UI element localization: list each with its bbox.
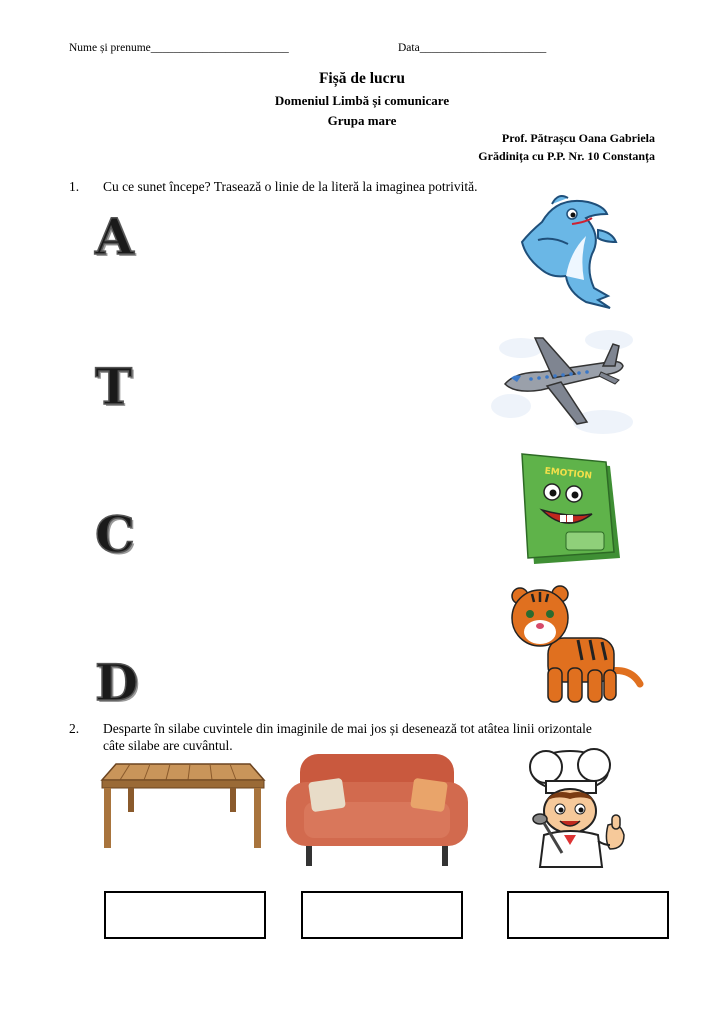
exercise-2-instruction-line2: câte silabe are cuvântul. [103, 738, 233, 753]
dolphin-icon [512, 192, 620, 310]
chef-icon [524, 745, 638, 869]
letter-c: C [95, 505, 135, 564]
airplane-icon [491, 326, 637, 438]
exercise-1-number: 1. [69, 179, 80, 194]
notebook-icon [514, 452, 626, 570]
letter-a: A [95, 207, 134, 266]
school-line: Grădinița cu P.P. Nr. 10 Constanța [478, 149, 655, 163]
name-line: ________________________ [150, 42, 289, 54]
name-label: Nume și prenume [69, 42, 151, 54]
name-field [69, 42, 289, 54]
letter-d: D [95, 653, 139, 712]
tiger-icon [508, 580, 648, 710]
answer-box-sofa[interactable] [301, 891, 463, 939]
sofa-icon [284, 752, 470, 870]
table-icon [100, 760, 266, 852]
page-title: Fișă de lucru [318, 70, 406, 87]
answer-box-chef[interactable] [507, 891, 669, 939]
exercise-1-instruction: Cu ce sunet începe? Trasează o linie de la literă la imaginea potrivită. [103, 179, 478, 194]
domain-subtitle: Domeniul Limbă și comunicare [274, 93, 450, 108]
date-label: Data [398, 42, 420, 54]
exercise-2-instruction-line1: Desparte în silabe cuvintele din imaginile de mai jos și desenează tot atâtea linii orizontale [103, 721, 592, 736]
date-field [398, 42, 546, 54]
date-line: ______________________ [419, 42, 547, 54]
notebook-label: EMOTION [544, 466, 593, 482]
author-line: Prof. Pătrașcu Oana Gabriela [501, 131, 655, 145]
exercise-2-number: 2. [69, 721, 80, 736]
letter-t: T [95, 357, 133, 416]
group-subtitle: Grupa mare [327, 113, 397, 128]
answer-box-table[interactable] [104, 891, 266, 939]
